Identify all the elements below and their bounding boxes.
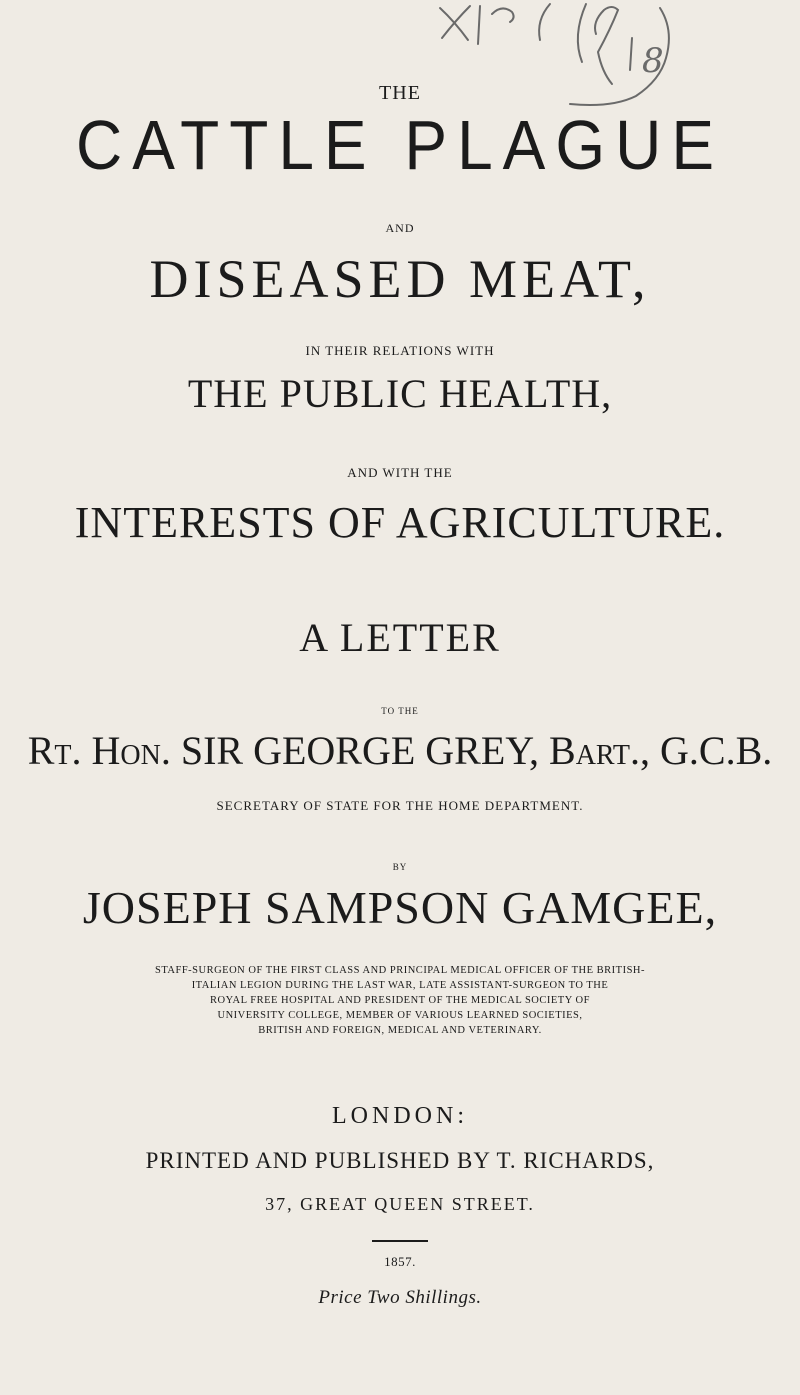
- imprint-city: LONDON:: [332, 1103, 468, 1129]
- credential-line: ROYAL FREE HOSPITAL AND PRESIDENT OF THE MEDICAL SOCIETY OF: [210, 995, 590, 1006]
- recipient-office: SECRETARY OF STATE FOR THE HOME DEPARTMENT.: [216, 798, 584, 813]
- title-cattle-plague: CATTLE PLAGUE: [75, 106, 725, 184]
- imprint-price: Price Two Shillings.: [318, 1287, 482, 1308]
- imprint-divider: [372, 1240, 428, 1242]
- recipient-name: SIR GEORGE GREY,: [180, 728, 540, 773]
- title-the: THE: [379, 82, 421, 104]
- author-name: JOSEPH SAMPSON GAMGEE,: [82, 882, 718, 933]
- title-interests-of-agriculture: INTERESTS OF AGRICULTURE.: [74, 498, 726, 547]
- credential-line: BRITISH AND FOREIGN, MEDICAL AND VETERINARY.: [258, 1025, 542, 1036]
- recipient-honour: G.C.B.: [660, 728, 773, 773]
- title-relations: IN THEIR RELATIONS WITH: [305, 343, 495, 358]
- title-diseased-meat: DISEASED MEAT,: [149, 249, 651, 309]
- svg-text:8: 8: [642, 41, 664, 81]
- imprint-publisher: PRINTED AND PUBLISHED BY T. RICHARDS,: [145, 1148, 655, 1173]
- title-public-health: THE PUBLIC HEALTH,: [187, 371, 613, 416]
- recipient-suffix: Bart.,: [549, 728, 651, 773]
- letter-heading: A LETTER: [299, 615, 501, 660]
- title-and: AND: [385, 221, 415, 235]
- credential-line: ITALIAN LEGION DURING THE LAST WAR, LATE ASSISTANT-SURGEON TO THE: [191, 980, 609, 991]
- letter-recipient: [0, 727, 800, 774]
- author-credentials: [30, 963, 770, 1038]
- letter-to-the: TO THE: [381, 706, 419, 716]
- imprint-address: 37, GREAT QUEEN STREET.: [265, 1194, 535, 1214]
- recipient-prefix: Rt. Hon.: [27, 728, 171, 773]
- credential-line: UNIVERSITY COLLEGE, MEMBER OF VARIOUS LEARNED SOCIETIES,: [217, 1010, 583, 1021]
- credential-line: STAFF-SURGEON OF THE FIRST CLASS AND PRINCIPAL MEDICAL OFFICER OF THE BRITISH-: [154, 965, 646, 976]
- author-by: BY: [392, 862, 408, 872]
- title-and-with-the: AND WITH THE: [347, 465, 453, 480]
- imprint-year: 1857.: [384, 1254, 416, 1269]
